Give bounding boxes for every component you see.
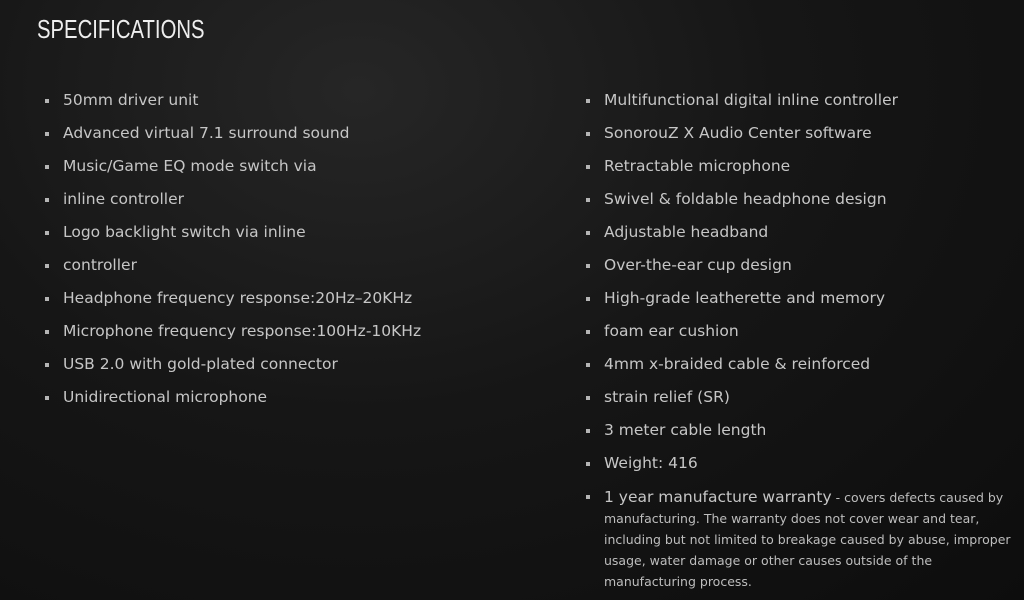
spec-item-text: 3 meter cable length bbox=[604, 421, 767, 439]
spec-item-text: strain relief (SR) bbox=[604, 388, 730, 406]
spec-item-text: High-grade leatherette and memory bbox=[604, 289, 886, 307]
spec-item bbox=[585, 285, 1021, 318]
spec-item-text: USB 2.0 with gold-plated connector bbox=[63, 355, 338, 373]
spec-item-text: foam ear cushion bbox=[604, 322, 739, 340]
bullet-icon bbox=[586, 264, 590, 268]
spec-item bbox=[585, 450, 1021, 483]
spec-item bbox=[585, 87, 1021, 120]
spec-item-text: Unidirectional microphone bbox=[63, 388, 268, 406]
bullet-icon bbox=[45, 363, 49, 367]
bullet-icon bbox=[45, 165, 49, 169]
bullet-icon bbox=[586, 132, 590, 136]
spec-item-text: Microphone frequency response:100Hz-10KHz bbox=[63, 322, 422, 340]
spec-item-text: Multifunctional digital inline controller bbox=[604, 91, 899, 109]
spec-item-text: 4mm x-braided cable & reinforced bbox=[604, 355, 871, 373]
spec-item bbox=[44, 285, 514, 318]
bullet-icon bbox=[45, 297, 49, 301]
bullet-icon bbox=[45, 396, 49, 400]
spec-item-text: inline controller bbox=[63, 190, 184, 208]
spec-item-text: Advanced virtual 7.1 surround sound bbox=[63, 124, 350, 142]
spec-item-text: Music/Game EQ mode switch via bbox=[63, 157, 317, 175]
spec-item-text: Over-the-ear cup design bbox=[604, 256, 792, 274]
bullet-icon bbox=[586, 231, 590, 235]
bullet-icon bbox=[45, 99, 49, 103]
spec-item bbox=[585, 417, 1021, 450]
bullet-icon bbox=[586, 462, 590, 466]
spec-item bbox=[585, 318, 1021, 351]
spec-item bbox=[44, 153, 514, 186]
spec-item-text: controller bbox=[63, 256, 137, 274]
bullet-icon bbox=[586, 165, 590, 169]
spec-item bbox=[585, 384, 1021, 417]
spec-item-text: Swivel & foldable headphone design bbox=[604, 190, 887, 208]
warranty-title: 1 year manufacture warranty bbox=[604, 488, 832, 506]
spec-item bbox=[44, 384, 514, 417]
spec-list-right bbox=[585, 87, 1021, 592]
warranty-text: - covers defects caused by manufacturing. The warranty does not cover wear and tear, including but not limited to breakage caused by abuse, improper usage, water damage or other causes outside of the manufacturing process. bbox=[604, 490, 1011, 589]
page-title: SPECIFICATIONS bbox=[37, 14, 205, 44]
spec-item bbox=[585, 252, 1021, 285]
bullet-icon bbox=[45, 264, 49, 268]
bullet-icon bbox=[586, 363, 590, 367]
bullet-icon bbox=[45, 132, 49, 136]
spec-list-left bbox=[44, 87, 514, 417]
spec-item bbox=[44, 318, 514, 351]
spec-item-text: Weight: 416 bbox=[604, 454, 698, 472]
spec-item-text: Retractable microphone bbox=[604, 157, 791, 175]
bullet-icon bbox=[45, 330, 49, 334]
spec-item-text: Logo backlight switch via inline bbox=[63, 223, 306, 241]
spec-item-text: SonorouZ X Audio Center software bbox=[604, 124, 872, 142]
spec-item bbox=[585, 186, 1021, 219]
spec-item-text: 50mm driver unit bbox=[63, 91, 199, 109]
bullet-icon bbox=[586, 495, 590, 499]
spec-item bbox=[44, 120, 514, 153]
bullet-icon bbox=[586, 198, 590, 202]
spec-item bbox=[44, 87, 514, 120]
bullet-icon bbox=[586, 396, 590, 400]
spec-item bbox=[585, 219, 1021, 252]
spec-item bbox=[585, 153, 1021, 186]
bullet-icon bbox=[586, 429, 590, 433]
bullet-icon bbox=[45, 198, 49, 202]
spec-item bbox=[44, 351, 514, 384]
spec-item-text: Headphone frequency response:20Hz–20KHz bbox=[63, 289, 413, 307]
bullet-icon bbox=[586, 330, 590, 334]
warranty-item bbox=[585, 483, 1021, 592]
bullet-icon bbox=[586, 297, 590, 301]
spec-item bbox=[44, 219, 514, 252]
bullet-icon bbox=[45, 231, 49, 235]
bullet-icon bbox=[586, 99, 590, 103]
spec-item bbox=[585, 120, 1021, 153]
spec-item-text: Adjustable headband bbox=[604, 223, 769, 241]
spec-item bbox=[44, 252, 514, 285]
spec-item bbox=[44, 186, 514, 219]
spec-item bbox=[585, 351, 1021, 384]
